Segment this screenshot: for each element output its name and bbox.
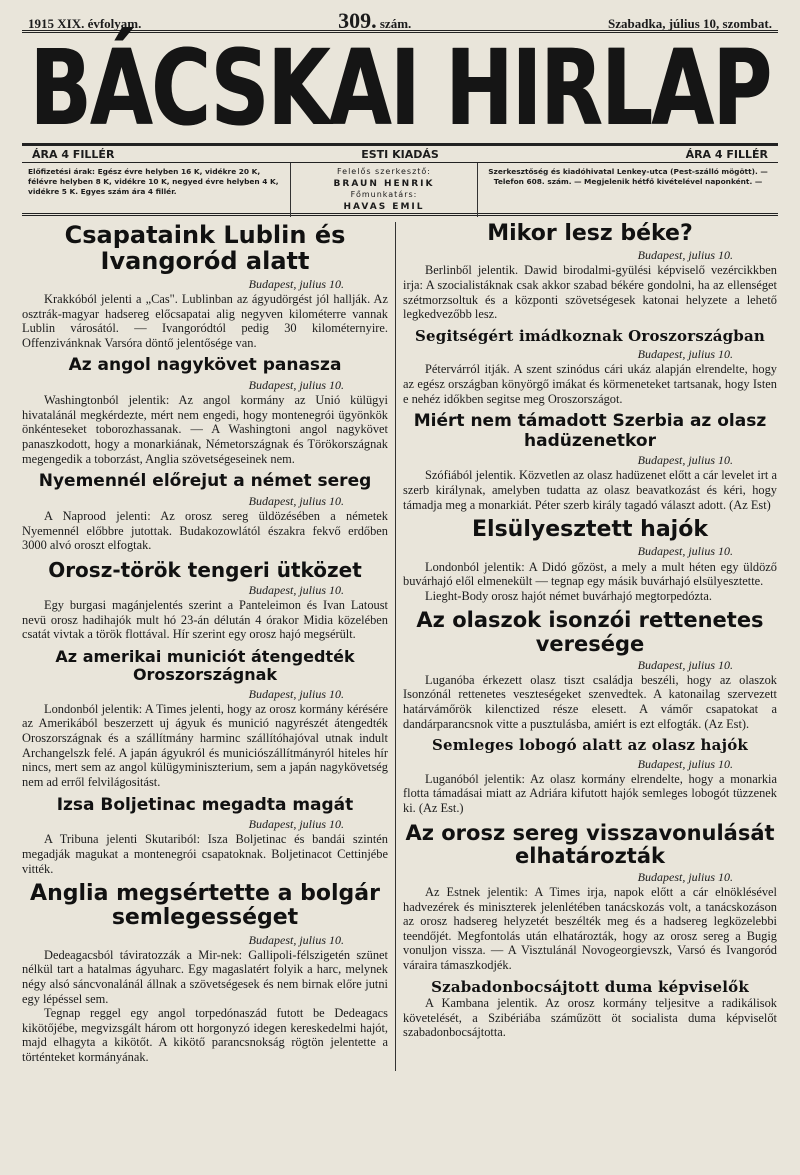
article-body: Egy burgasi magánjelentés szerint a Panteleimon és Ivan Latoust nevü orosz hadihajók mult hó 23-án délután 4 órakor Midia közelében csatát vivtak a török flottával. Hír szerint egy orosz hajó megsérült. — [22, 598, 388, 642]
article-body: Az Estnek jelentik: A Times irja, napok előtt a cár elnöklésével hadvezérek és miniszterek jelenlétében tanácskozás volt, a tanácskozáson az orosz hadsereg helyzetét beszélték meg és a hadsereg legközelebbi teendőjét. Megfontolás után elhatározták, hogy az orosz sereg a Bugig vonuljon vissza. — A Visztulánál Novogeorgievszk, Varsó és Ivangoród váraira támaszkodjék. — [403, 884, 777, 973]
article-dateline: Budapest, julius 10. — [248, 817, 344, 832]
article — [403, 737, 777, 815]
place-date: Szabadka, július 10, szombat. — [608, 16, 772, 31]
article-body: A Kambana jelentik. Az orosz kormány teljesitve a radikálisok követelését, a Szibériába száműzött öt socialista duma képviselőt szabadonbocsájtotta. — [403, 995, 777, 1040]
article-headline: Semleges lobogó alatt az olasz hajók — [431, 736, 749, 755]
newspaper-title: BÁCSKAI HIRLAP — [29, 27, 771, 149]
article-body: Krakkóból jelenti a „Cas". Lublinban az ágyudörgést jól hallják. Az osztrák-magyar hadsereg előcsapatai alig negyven kilométerre vannak Lublin városától. — Ivangoródtól pedig 30 kilométernyire. Offenzivánknak Varsóra döntő jelentősége van. — [22, 291, 388, 350]
subscription-prices: Előfizetési árak: Egész évre helyben 16 K, vidékre 20 K, félévre helyben 8 K, vidékre 10 K, negyed évre helyben 4 K, vidékre 5 K. Egyes szám ára 4 fillér. — [28, 167, 279, 196]
volume-label: 1915 XIX. évfolyam. — [28, 16, 142, 31]
article-body-continued: Tegnap reggel egy angol torpedónaszád futott be Dedeagacs kikötőjébe, megvizsgált három ott horgonyzó idegen kereskedelmi hajót, majd elhagyta a kikötőt. A kikötő parancsnokság rögtön jelentette a történteket kormányának. — [22, 1006, 388, 1065]
article — [403, 518, 777, 603]
article-dateline: Budapest, julius 10. — [248, 377, 344, 392]
article-headline: Az angol nagykövet panasza — [68, 355, 342, 376]
article-dateline: Budapest, julius 10. — [637, 544, 733, 559]
article — [403, 822, 777, 973]
info-band — [22, 163, 778, 213]
price-right: ÁRA 4 FILLÉR — [685, 147, 768, 161]
coworker-label: Főmunkatárs: — [350, 189, 418, 199]
article-body: Londonból jelentik: A Didó gőzöst, a mely a mult héten egy üldöző buvárhajó elől elmenekült — tegnap egy másik buvárhajó elsülyesztette. — [403, 559, 777, 589]
article — [22, 882, 388, 1065]
article-dateline: Budapest, julius 10. — [637, 756, 733, 771]
article-headline: Orosz-török tengeri ütközet — [48, 557, 362, 582]
article-headline: Csapataink Lublin és Ivangoród alatt — [64, 221, 346, 276]
article — [22, 796, 388, 877]
column-divider — [395, 222, 396, 1071]
coworker-name: HAVAS EMIL — [343, 201, 425, 212]
article — [22, 472, 388, 553]
editor-label: Felelős szerkesztő: — [337, 167, 431, 176]
article-dateline: Budapest, julius 10. — [637, 657, 733, 672]
article-body: Washingtonból jelentik: Az angol kormány az Unió külügyi hivatalánál megkérdezte, mért nem engedi, hogy montenegrói ügyönkök önkénteseket toborozhassanak. — A Washingtoni angol nagykövet panaszkodott, hogy a monarkiának, Németországnak és Törökországnak megengedik a toborzást, Anglia szövetségeseinek nem. — [22, 393, 388, 466]
article-body: Berlinből jelentik. Dawid birodalmi-gyülési képviselő vezércikkben irja: A szocialistáknak csak akkor szabad békére gondolni, ha az ellenséget szétmorzsoltuk és a központi szövetségesek katonai helyzete a lehető legkedvezőbb lesz. — [403, 263, 777, 322]
article — [403, 979, 777, 1040]
editors-box — [290, 163, 478, 217]
article-headline: Az olaszok isonzói rettenetes veresége — [416, 608, 764, 656]
article-headline: Elsülyesztett hajók — [472, 517, 708, 543]
article-body: Luganóba érkezett olasz tiszt családja beszéli, hogy az olaszok Isonzónál rettenetes veszteségeket szenvedtek. A katonailag szervezett határvámőrök kilenctized része elesett. A vámőr csapatokat a dandárparancsnok vitte a pusztulásba, amiért is ezt elfogták. (Az Est). — [403, 672, 777, 731]
article — [22, 356, 388, 466]
article — [22, 222, 388, 350]
article — [403, 222, 777, 322]
article — [403, 609, 777, 731]
article-dateline: Budapest, julius 10. — [248, 493, 344, 508]
article-headline: Segitségért imádkoznak Oroszországban — [414, 326, 766, 345]
article-headline: Az amerikai municiót átengedték Oroszországnak — [55, 646, 355, 685]
masthead — [22, 27, 778, 149]
price-left: ÁRA 4 FILLÉR — [32, 147, 115, 161]
article-headline: Anglia megsértette a bolgár semlegességet — [30, 881, 380, 931]
article-body: Londonból jelentik: A Times jelenti, hogy az orosz kormány kérésére az Amerikából beszerzett uj ágyuk és munició nagyrészét átengedték Oroszországnak és a szállítmány harminc szállítóhajóval utnak indult Archangelszk felé. A japán ágyukról és municiószállítmányról hiteles hír nincs, mert sem az angol külügyminiszterium, sem a japán nagykövetség nem ad erről felvilágositást. — [22, 701, 388, 789]
article-body-continued: Lieght-Body orosz hajót német buvárhajó megtorpedózta. — [425, 588, 712, 603]
edition-label: ESTI KIADÁS — [361, 147, 439, 161]
article-dateline: Budapest, julius 10. — [637, 347, 733, 362]
article-dateline: Budapest, julius 10. — [248, 582, 344, 597]
article-body: A Tribuna jelenti Skutariból: Isza Boljetinac és bandái szintén megadják magukat a montenegrói csapatoknak. Boljetinacot Cettinjébe vitték. — [22, 832, 388, 876]
issue-number-suffix: szám. — [379, 16, 412, 31]
editor-name: BRAUN HENRIK — [333, 178, 435, 189]
article-headline: Szabadonbocsájtott duma képviselők — [431, 977, 749, 996]
left-column — [22, 222, 388, 1071]
article-headline: Az orosz sereg visszavonulását elhatározták — [405, 820, 775, 868]
issue-number-value: 309. — [338, 8, 377, 33]
article-columns — [22, 222, 778, 1071]
article-headline: Mikor lesz béke? — [487, 221, 693, 246]
article-dateline: Budapest, julius 10. — [248, 932, 344, 947]
article-headline: Miért nem támadott Szerbia az olasz hadüzenetkor — [413, 411, 767, 451]
article-dateline: Budapest, julius 10. — [637, 453, 733, 468]
article — [403, 328, 777, 406]
article-headline: Nyemennél előrejut a német sereg — [38, 471, 372, 492]
article — [22, 648, 388, 790]
article-dateline: Budapest, julius 10. — [637, 869, 733, 884]
article-dateline: Budapest, julius 10. — [637, 248, 733, 263]
article-dateline: Budapest, julius 10. — [248, 276, 344, 291]
article-body: Szófiából jelentik. Közvetlen az olasz hadüzenet előtt a cár levelet irt a szerb királynak, amelyben tudatta az olasz beavatkozást és kéri, hogy támadja meg a monarkiát. Péter szerb király tagadó választ adott. (Az Est) — [403, 468, 777, 512]
office-info: Szerkesztőség és kiadóhivatal Lenkey-utca (Pest-szálló mögött). — Telefon 608. szám. — Megjelenik hétfő kivételével naponként. — — [488, 167, 768, 186]
article-dateline: Budapest, julius 10. — [248, 686, 344, 701]
right-column — [403, 222, 777, 1071]
newspaper-page — [22, 8, 778, 1168]
article-body: Luganóból jelentik: Az olasz kormány elrendelte, hogy a monarkia flotta támadásai miatt az Adriára kifutott hajók semleges lobogót tüzzenek ki. (Az Est.) — [403, 771, 777, 815]
article-body: A Naprood jelenti: Az orosz sereg üldözésében a németek Nyemennél előbbre jutottak. Budakozowlától északra fekvő erdőben 3000 alvó oroszt elfogtak. — [22, 508, 388, 553]
article-body: Dedeagacsból táviratozzák a Mir-nek: Gallipoli-félszigetén szünet nélkül tart a hatalmas ágyuharc. Egy magaslatért folyik a harc, melynek négy alsó sáncvonalánál állnak a szövetségesek és nem birnak előre jutni egy lépéssel sem. — [22, 947, 388, 1006]
article-headline: Izsa Boljetinac megadta magát — [56, 794, 354, 815]
article — [22, 559, 388, 642]
article — [403, 412, 777, 512]
article-body: Pétervárról itják. A szent szinódus cári ukáz alapján elrendelte, hogy az egész országban könyörgő imákat és körmeneteket tartsanak, hogy Isten e nehéz időkben segitse meg Oroszországot. — [403, 362, 777, 406]
